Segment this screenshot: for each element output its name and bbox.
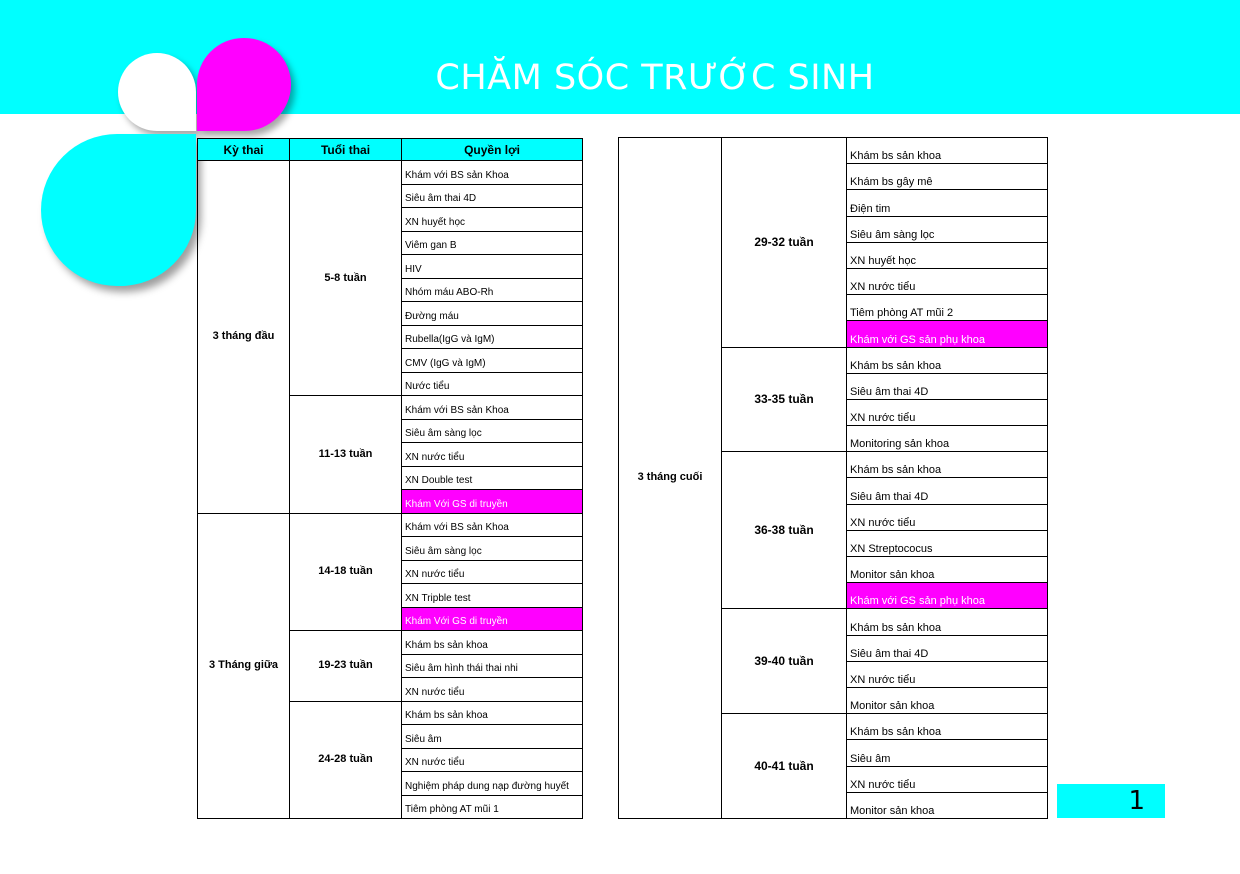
page-title: CHĂM SÓC TRƯỚC SINH xyxy=(435,58,875,98)
benefit-cell: XN nước tiểu xyxy=(402,560,583,584)
benefit-cell: Siêu âm thai 4D xyxy=(402,184,583,208)
benefit-cell: Monitoring sản khoa xyxy=(847,426,1048,452)
logo-petal-white xyxy=(118,53,196,131)
logo-petal-magenta xyxy=(197,38,291,131)
benefit-cell: XN Tripble test xyxy=(402,584,583,608)
benefit-cell: Siêu âm thai 4D xyxy=(847,635,1048,661)
benefit-cell-highlighted: Khám Với GS di truyền xyxy=(402,490,583,514)
benefit-cell: Siêu âm hình thái thai nhi xyxy=(402,654,583,678)
benefit-cell: Điện tim xyxy=(847,190,1048,216)
benefit-cell: XN huyết học xyxy=(847,242,1048,268)
week-cell: 11-13 tuần xyxy=(290,396,402,514)
logo-petal-cyan xyxy=(41,134,196,286)
page-number: 1 xyxy=(1128,786,1145,816)
benefit-cell: Khám với BS sản Khoa xyxy=(402,513,583,537)
header-week: Tuổi thai xyxy=(290,139,402,161)
benefit-cell: Nước tiểu xyxy=(402,372,583,396)
week-cell: 29-32 tuần xyxy=(722,138,847,348)
benefit-cell: XN Streptococus xyxy=(847,530,1048,556)
benefit-cell-highlighted: Khám Với GS di truyền xyxy=(402,607,583,631)
week-cell: 33-35 tuần xyxy=(722,347,847,452)
benefit-cell: XN nước tiểu xyxy=(402,443,583,467)
benefit-cell-highlighted: Khám với GS sản phụ khoa xyxy=(847,583,1048,609)
period-cell: 3 tháng cuối xyxy=(619,138,722,819)
header-benefit: Quyền lợi xyxy=(402,139,583,161)
benefit-cell: Siêu âm xyxy=(402,725,583,749)
week-cell: 40-41 tuần xyxy=(722,714,847,819)
table-header-row xyxy=(198,139,583,161)
benefit-cell: Khám bs sản khoa xyxy=(847,714,1048,740)
benefit-cell: Khám bs sản khoa xyxy=(847,347,1048,373)
page-number-box xyxy=(1057,784,1165,818)
benefit-cell: Monitor sản khoa xyxy=(847,792,1048,818)
benefit-cell: XN nước tiểu xyxy=(402,748,583,772)
benefit-cell: Viêm gan B xyxy=(402,231,583,255)
benefit-cell: XN nước tiểu xyxy=(847,661,1048,687)
benefit-cell: XN huyết học xyxy=(402,208,583,232)
benefit-cell: CMV (IgG và IgM) xyxy=(402,349,583,373)
benefit-cell: Siêu âm xyxy=(847,740,1048,766)
week-cell: 36-38 tuần xyxy=(722,452,847,609)
benefit-cell: HIV xyxy=(402,255,583,279)
benefit-cell: Siêu âm thai 4D xyxy=(847,478,1048,504)
benefit-cell: Khám với BS sản Khoa xyxy=(402,161,583,185)
benefit-cell: Khám bs sản khoa xyxy=(847,138,1048,164)
benefit-cell: Đường máu xyxy=(402,302,583,326)
benefit-cell: Khám bs sản khoa xyxy=(402,701,583,725)
benefit-cell: Rubella(IgG và IgM) xyxy=(402,325,583,349)
table-row xyxy=(198,161,583,185)
table-row xyxy=(198,513,583,537)
week-cell: 14-18 tuần xyxy=(290,513,402,631)
benefit-cell: XN nước tiểu xyxy=(847,766,1048,792)
week-cell: 5-8 tuần xyxy=(290,161,402,396)
benefit-cell: Khám với BS sản Khoa xyxy=(402,396,583,420)
schedule-table-left xyxy=(197,138,583,819)
benefit-cell: XN Double test xyxy=(402,466,583,490)
benefit-cell: Siêu âm sàng lọc xyxy=(402,419,583,443)
benefit-cell: Siêu âm sàng lọc xyxy=(847,216,1048,242)
benefit-cell: XN nước tiểu xyxy=(402,678,583,702)
period-cell: 3 tháng đầu xyxy=(198,161,290,514)
schedule-table-right xyxy=(618,137,1048,819)
benefit-cell: Tiêm phòng AT mũi 1 xyxy=(402,795,583,819)
benefit-cell: Siêu âm sàng lọc xyxy=(402,537,583,561)
table-row xyxy=(619,138,1048,164)
benefit-cell: Tiêm phòng AT mũi 2 xyxy=(847,295,1048,321)
benefit-cell-highlighted: Khám với GS sản phụ khoa xyxy=(847,321,1048,347)
benefit-cell: Khám bs gây mê xyxy=(847,164,1048,190)
week-cell: 24-28 tuần xyxy=(290,701,402,819)
benefit-cell: Monitor sản khoa xyxy=(847,687,1048,713)
benefit-cell: Khám bs sản khoa xyxy=(402,631,583,655)
benefit-cell: Nghiệm pháp dung nạp đường huyết xyxy=(402,772,583,796)
benefit-cell: XN nước tiểu xyxy=(847,504,1048,530)
header-period: Kỳ thai xyxy=(198,139,290,161)
benefit-cell: Khám bs sản khoa xyxy=(847,609,1048,635)
benefit-cell: Khám bs sản khoa xyxy=(847,452,1048,478)
benefit-cell: Monitor sản khoa xyxy=(847,557,1048,583)
benefit-cell: XN nước tiểu xyxy=(847,399,1048,425)
week-cell: 39-40 tuần xyxy=(722,609,847,714)
benefit-cell: Nhóm máu ABO-Rh xyxy=(402,278,583,302)
benefit-cell: Siêu âm thai 4D xyxy=(847,373,1048,399)
period-cell: 3 Tháng giữa xyxy=(198,513,290,819)
week-cell: 19-23 tuần xyxy=(290,631,402,702)
benefit-cell: XN nước tiểu xyxy=(847,268,1048,294)
